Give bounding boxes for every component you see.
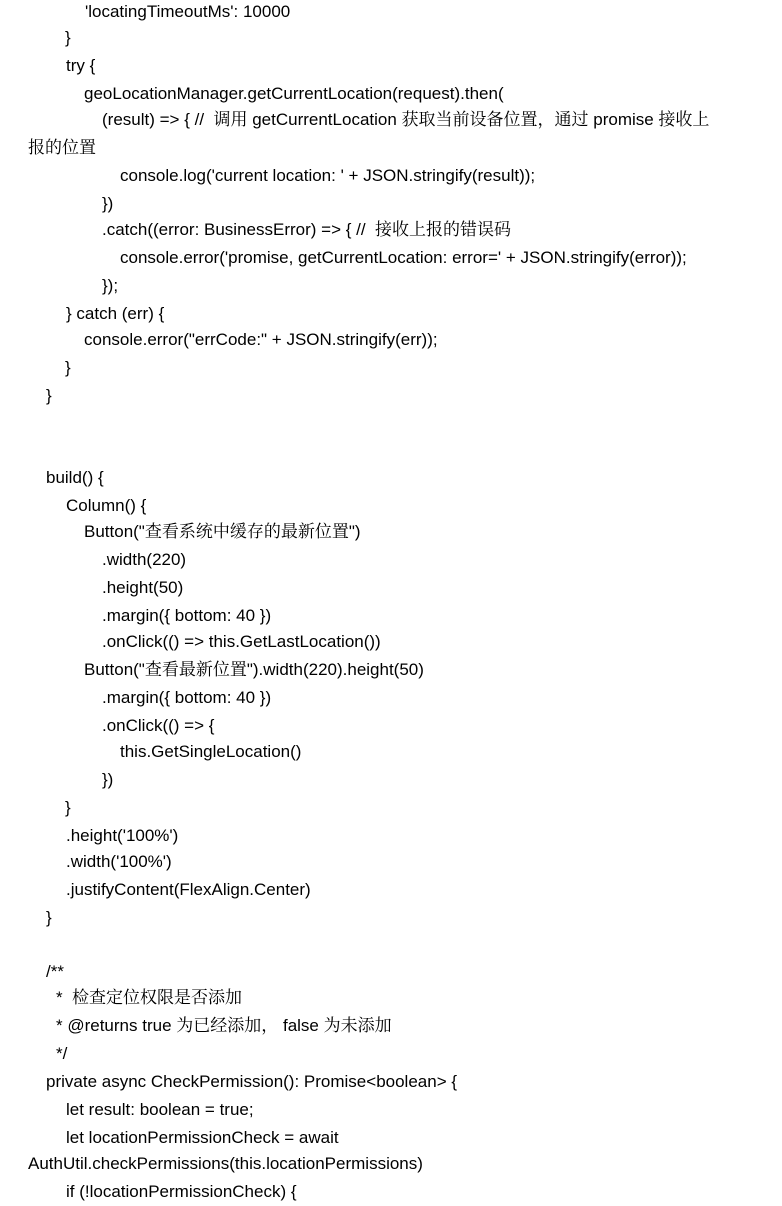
code-line: 报的位置 (28, 138, 96, 157)
code-line: } (46, 386, 52, 405)
code-line: .catch((error: BusinessError) => { // 接收上报的错误码 (102, 220, 512, 239)
code-line: 'locatingTimeoutMs': 10000 (85, 2, 291, 21)
code-line: /** (46, 962, 64, 981)
code-line: .margin({ bottom: 40 }) (102, 606, 272, 625)
code-line: Button("查看最新位置").width(220).height(50) (84, 660, 424, 679)
code-line: try { (66, 56, 96, 75)
code-line: console.error('promise, getCurrentLocation: error=' + JSON.stringify(error)); (120, 248, 687, 267)
code-line: .justifyContent(FlexAlign.Center) (66, 880, 311, 899)
code-line: }) (102, 770, 114, 789)
code-line: } (65, 28, 71, 47)
code-line: let result: boolean = true; (66, 1100, 254, 1119)
code-line: console.error("errCode:" + JSON.stringify(err)); (84, 330, 438, 349)
code-line: Button("查看系统中缓存的最新位置") (84, 522, 361, 541)
code-line: * 检查定位权限是否添加 (56, 988, 243, 1007)
code-line: } (65, 358, 71, 377)
code-line: build() { (46, 468, 104, 487)
code-line: }) (102, 194, 114, 213)
code-line: Column() { (66, 496, 147, 515)
code-line: } catch (err) { (66, 304, 165, 323)
code-line: .height(50) (102, 578, 184, 597)
code-line: */ (56, 1044, 68, 1063)
code-line: private async CheckPermission(): Promise<boolean> { (46, 1072, 458, 1091)
code-line: AuthUtil.checkPermissions(this.locationPermissions) (28, 1154, 423, 1173)
code-line: }); (102, 276, 119, 295)
code-line: .height('100%') (66, 826, 179, 845)
code-line: (result) => { // 调用 getCurrentLocation 获取当前设备位置，通过 promise 接收上 (102, 110, 710, 129)
code-line: geoLocationManager.getCurrentLocation(request).then( (84, 84, 504, 103)
code-line: .width(220) (102, 550, 187, 569)
code-line: if (!locationPermissionCheck) { (66, 1182, 297, 1201)
code-line: .onClick(() => { (102, 716, 215, 735)
code-line: this.GetSingleLocation() (120, 742, 302, 761)
code-line: let locationPermissionCheck = await (66, 1128, 339, 1147)
code-line: .onClick(() => this.GetLastLocation()) (102, 632, 381, 651)
code-line: } (46, 908, 52, 927)
code-line: console.log('current location: ' + JSON.stringify(result)); (120, 166, 536, 185)
code-line: * @returns true 为已经添加， false 为未添加 (56, 1016, 392, 1035)
code-line: .margin({ bottom: 40 }) (102, 688, 272, 707)
code-line: .width('100%') (66, 852, 172, 871)
code-line: } (65, 798, 71, 817)
